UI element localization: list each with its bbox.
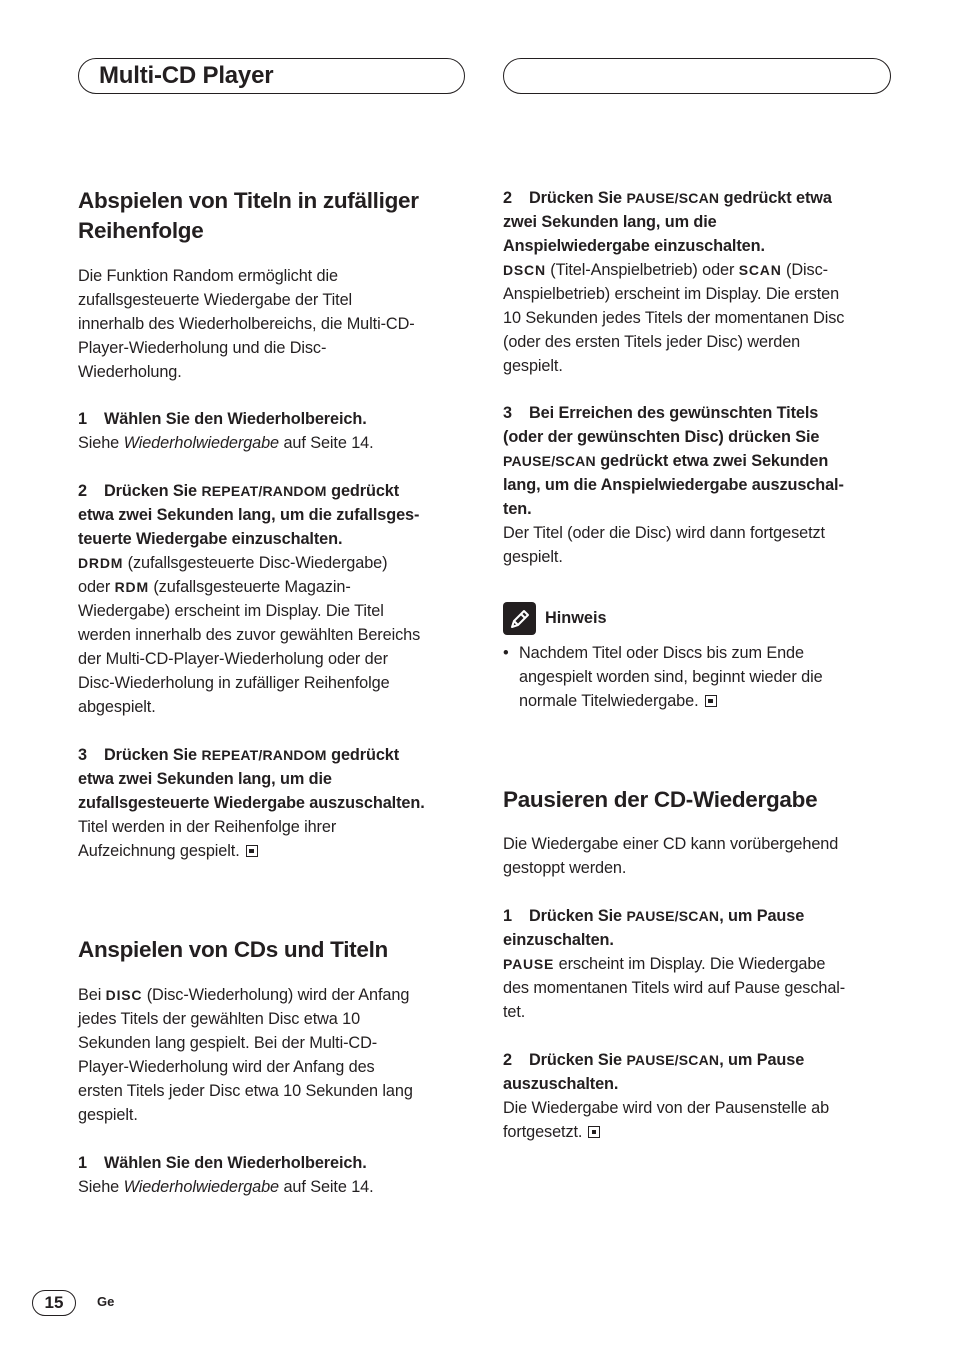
- repeat-random-key: REPEAT/RANDOM: [201, 747, 327, 763]
- scan-intro: Bei DISC (Disc-Wiederholung) wird der Anfang jedes Titels der gewählten Disc etwa 10 Sekunden lang gespielt. Bei der Multi-CD- Player-Wiederholung wird der Anfang des ersten Titels jeder Disc etwa 10 Sekunden lang gespielt.: [78, 986, 413, 1124]
- pause-step-1: 1 Drücken Sie PAUSE/SCAN, um Pause einzuschalten. PAUSE erscheint im Display. Die Wiedergabe des momentanen Titels wird auf Pause geschal- tet.: [503, 907, 846, 1021]
- pause-scan-key: PAUSE/SCAN: [626, 908, 720, 924]
- display-indicator: RDM: [114, 579, 149, 595]
- pause-step-2: 2 Drücken Sie PAUSE/SCAN, um Pause auszuschalten. Die Wiedergabe wird von der Pausenstelle ab fortgesetzt.: [503, 1051, 830, 1141]
- random-heading: Abspielen von Titeln in zufälliger Reihenfolge: [78, 188, 419, 243]
- note-header: [503, 602, 893, 635]
- header-blank-box: [503, 58, 891, 94]
- right-column: [503, 186, 893, 1144]
- random-step-3: 3 Drücken Sie REPEAT/RANDOM gedrückt etwa zwei Sekunden lang, um die zufallsgesteuerte Wiedergabe auszuschalten. Titel werden in der Reihenfolge ihrer Aufzeichnung gespielt.: [78, 746, 425, 860]
- display-indicator: SCAN: [738, 262, 782, 278]
- scan-heading: Anspielen von CDs und Titeln: [78, 937, 388, 962]
- cross-reference: Wiederholwiedergabe: [123, 434, 280, 452]
- note-label: Hinweis: [545, 609, 607, 627]
- display-indicator: DRDM: [78, 555, 124, 571]
- cross-reference: Wiederholwiedergabe: [123, 1178, 280, 1196]
- repeat-random-key: REPEAT/RANDOM: [201, 483, 327, 499]
- scan-step-2: 2 Drücken Sie PAUSE/SCAN gedrückt etwa zwei Sekunden lang, um die Anspielwiedergabe einzuschalten. DSCN (Titel-Anspielbetrieb) oder SCAN (Disc- Anspielbetrieb) erscheint im Display. Die ersten 10 Sekunden jedes Titels der momentanen Disc (oder des ersten Titels jeder Disc) werden gespielt.: [503, 189, 845, 375]
- language-code: Ge: [97, 1294, 115, 1309]
- pencil-icon: [503, 602, 536, 635]
- note-bullet: • Nachdem Titel oder Discs bis zum Ende angespielt worden sind, beginnt wieder die normale Titelwiedergabe.: [503, 644, 823, 710]
- end-of-section-icon: [588, 1126, 600, 1138]
- random-intro: Die Funktion Random ermöglicht die zufallsgesteuerte Wiedergabe der Titel innerhalb des Wiederholbereichs, die Multi-CD- Player-Wiederholung und die Disc- Wiederholung.: [78, 267, 415, 381]
- left-column: [78, 186, 468, 1199]
- random-step-1: 1 Wählen Sie den Wiederholbereich. Siehe Wiederholwiedergabe auf Seite 14.: [78, 410, 374, 452]
- pause-intro: Die Wiedergabe einer CD kann vorübergehend gestoppt werden.: [503, 835, 839, 877]
- page-number: 15: [32, 1290, 76, 1316]
- page-title: Multi-CD Player: [99, 62, 274, 89]
- pause-scan-key: PAUSE/SCAN: [626, 190, 720, 206]
- end-of-section-icon: [705, 695, 717, 707]
- display-indicator: PAUSE: [503, 956, 555, 972]
- display-indicator: DSCN: [503, 262, 546, 278]
- end-of-section-icon: [246, 845, 258, 857]
- scan-step-1: 1 Wählen Sie den Wiederholbereich. Siehe Wiederholwiedergabe auf Seite 14.: [78, 1154, 374, 1196]
- pause-scan-key: PAUSE/SCAN: [626, 1052, 720, 1068]
- scan-step-3: 3 Bei Erreichen des gewünschten Titels (oder der gewünschten Disc) drücken Sie PAUSE/SCAN gedrückt etwa zwei Sekunden lang, um die Anspielwiedergabe auszuschal- ten. Der Titel (oder die Disc) wird dann fortgesetzt gespielt.: [503, 404, 844, 566]
- random-step-2: 2 Drücken Sie REPEAT/RANDOM gedrückt etwa zwei Sekunden lang, um die zufallsges- teuerte Wiedergabe einzuschalten. DRDM (zufallsgesteuerte Disc-Wiedergabe) oder RDM (zufallsgesteuerte Magazin- Wiedergabe) erscheint im Display. Die Titel werden innerhalb des zuvor gewählten Bereichs der Multi-CD-Player-Wiederholung oder der Disc-Wiederholung in zufälliger Reihenfolge abgespielt.: [78, 482, 421, 716]
- pause-scan-key: PAUSE/SCAN: [503, 453, 596, 469]
- header-section-box: [78, 58, 465, 94]
- pause-heading: Pausieren der CD-Wiedergabe: [503, 787, 818, 812]
- display-indicator: DISC: [105, 987, 143, 1003]
